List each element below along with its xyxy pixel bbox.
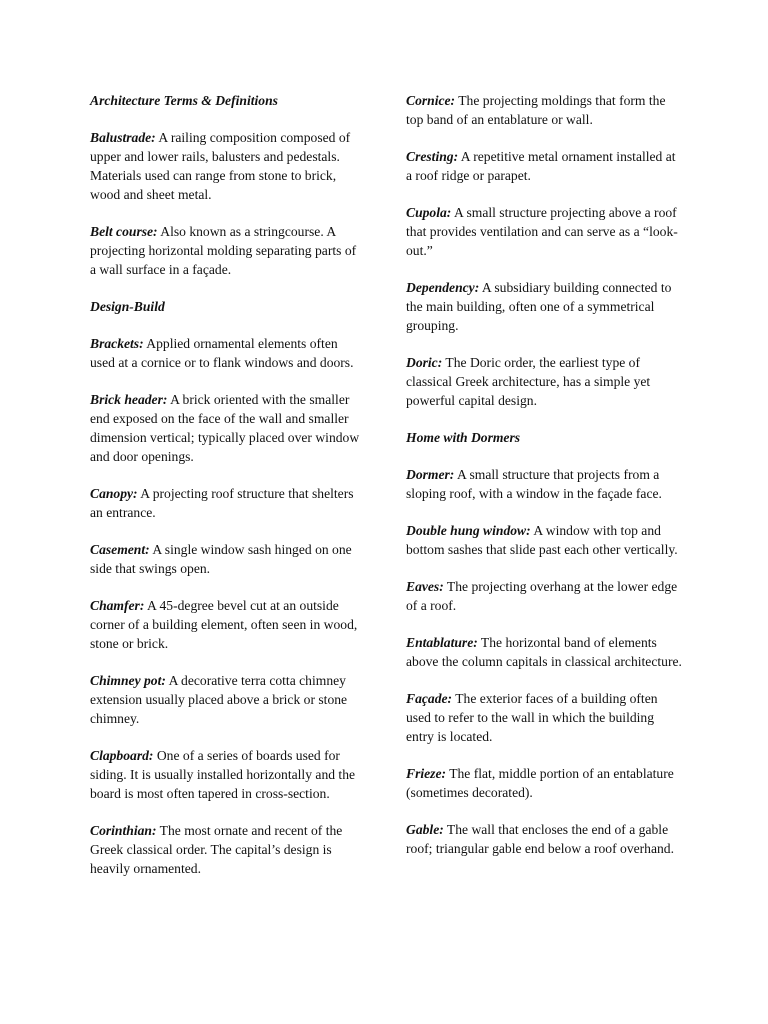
glossary-definition: A 45-degree bevel cut at an outside corner of a building element, often seen in wood, stone or brick. (90, 598, 358, 651)
glossary-entry (90, 334, 364, 372)
glossary-term: Doric: (406, 355, 443, 370)
right-column (406, 91, 682, 876)
glossary-definition: The Doric order, the earliest type of classical Greek architecture, has a simple yet powerful capital design. (406, 355, 651, 408)
glossary-entry (406, 147, 682, 185)
glossary-definition: One of a series of boards used for siding. It is usually installed horizontally and the board is most often tapered in cross-section. (90, 748, 356, 801)
glossary-term: Cornice: (406, 93, 456, 108)
glossary-term: Gable: (406, 822, 444, 837)
glossary-entry (406, 764, 682, 802)
glossary-definition: A single window sash hinged on one side that swings open. (90, 542, 352, 576)
glossary-term: Frieze: (406, 766, 447, 781)
glossary-definition: A decorative terra cotta chimney extension usually placed above a brick or stone chimney. (90, 673, 348, 726)
glossary-definition: A window with top and bottom sashes that slide past each other vertically. (406, 523, 678, 557)
glossary-definition: The projecting overhang at the lower edge of a roof. (406, 579, 678, 613)
glossary-entry (90, 821, 364, 878)
glossary-entry (90, 596, 364, 653)
glossary-entry (406, 820, 682, 858)
glossary-term: Cresting: (406, 149, 459, 164)
glossary-definition: The exterior faces of a building often used to refer to the wall in which the building entry is located. (406, 691, 658, 744)
glossary-term: Chamfer: (90, 598, 145, 613)
glossary-definition: A small structure that projects from a sloping roof, with a window in the façade face. (406, 467, 662, 501)
glossary-definition: A brick oriented with the smaller end exposed on the face of the wall and smaller dimension vertical; typically placed over window and door openings. (90, 392, 360, 464)
glossary-term: Brackets: (90, 336, 144, 351)
glossary-definition: A railing composition composed of upper and lower rails, balusters and pedestals. Materials used can range from stone to brick, wood and sheet metal. (90, 130, 351, 202)
glossary-term: Cupola: (406, 205, 452, 220)
glossary-definition: A subsidiary building connected to the main building, often one of a symmetrical grouping. (406, 280, 672, 333)
glossary-definition: A projecting roof structure that shelters an entrance. (90, 486, 354, 520)
glossary-term: Clapboard: (90, 748, 154, 763)
glossary-entry (406, 278, 682, 335)
glossary-term: Entablature: (406, 635, 478, 650)
glossary-entry (90, 746, 364, 803)
glossary-term: Belt course: (90, 224, 158, 239)
glossary-entry (406, 353, 682, 410)
glossary-term: Dependency: (406, 280, 480, 295)
glossary-entry (406, 689, 682, 746)
glossary-definition: Applied ornamental elements often used at a cornice or to flank windows and doors. (90, 336, 354, 370)
glossary-definition: The most ornate and recent of the Greek classical order. The capital’s design is heavily ornamented. (90, 823, 343, 876)
glossary-term: Façade: (406, 691, 453, 706)
left-column (90, 91, 364, 896)
glossary-term: Chimney pot: (90, 673, 166, 688)
glossary-entry (406, 577, 682, 615)
glossary-entry (406, 91, 682, 129)
glossary-definition: The projecting moldings that form the top band of an entablature or wall. (406, 93, 666, 127)
glossary-entry (406, 203, 682, 260)
glossary-entry (90, 484, 364, 522)
glossary-entry (90, 390, 364, 466)
section-heading: Architecture Terms & Definitions (90, 93, 278, 108)
glossary-entry (90, 128, 364, 204)
glossary-definition: The wall that encloses the end of a gable roof; triangular gable end below a roof overhand. (406, 822, 674, 856)
glossary-term: Balustrade: (90, 130, 156, 145)
glossary-entry (406, 633, 682, 671)
section-heading: Design-Build (90, 299, 165, 314)
glossary-term: Double hung window: (406, 523, 531, 538)
glossary-entry (406, 465, 682, 503)
glossary-definition: A small structure projecting above a roof that provides ventilation and can serve as a “look-out.” (406, 205, 678, 258)
glossary-entry (90, 540, 364, 578)
glossary-term: Brick header: (90, 392, 168, 407)
glossary-definition: A repetitive metal ornament installed at a roof ridge or parapet. (406, 149, 676, 183)
glossary-term: Canopy: (90, 486, 138, 501)
glossary-entry (90, 671, 364, 728)
glossary-entry (406, 521, 682, 559)
glossary-entry (90, 222, 364, 279)
section-heading: Home with Dormers (406, 430, 521, 445)
glossary-definition: The horizontal band of elements above the column capitals in classical architecture. (406, 635, 682, 669)
glossary-term: Eaves: (406, 579, 444, 594)
glossary-term: Casement: (90, 542, 150, 557)
glossary-term: Dormer: (406, 467, 455, 482)
glossary-term: Corinthian: (90, 823, 157, 838)
glossary-definition: The flat, middle portion of an entablature (sometimes decorated). (406, 766, 674, 800)
glossary-definition: Also known as a stringcourse. A projecting horizontal molding separating parts of a wall surface in a façade. (90, 224, 357, 277)
